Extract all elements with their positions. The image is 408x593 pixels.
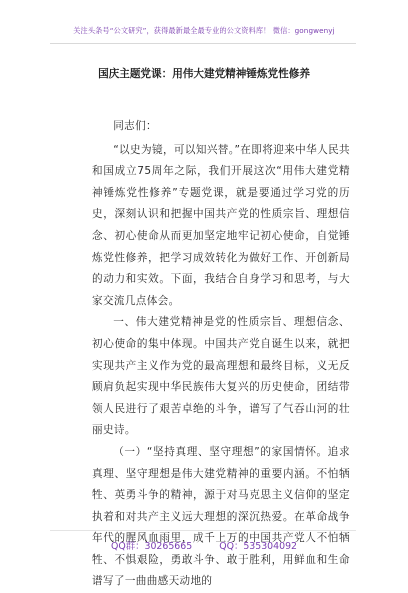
footer-qq-group: QQ群：30265665 [110, 541, 193, 552]
header-divider [50, 43, 356, 44]
page-footer [0, 538, 408, 552]
paragraph-1: “以史为镜，可以知兴替。”在即将迎来中华人民共和国成立75周年之际，我们开展这次“用伟大建党精神锤炼党性修养”专题党课，就是要通过学习党的历史，深刻认识和把握中国共产党的性质宗旨、理想信念、初心使命从而更加坚定地牢记初心使命，自觉锤炼党性修养，把学习成效转化为做好工作、开创新局的动力和实效。下面，我结合自身学习和思考，与大家交流几点体会。 [92, 143, 350, 307]
document-title: 国庆主题党课：用伟大建党精神锤炼党性修养 [98, 68, 310, 80]
footer-qq-contact: QQ：535304092 [219, 541, 298, 552]
salutation: 同志们： [113, 120, 157, 132]
page-header-promo: 关注头条号“公文研究”，获得最新最全最专业的公文资料库！ 微信：gongwenyj [73, 26, 335, 35]
paragraph-2: 一、伟大建党精神是党的性质宗旨、理想信念、初心使命的集中体现。中国共产党自诞生以来，就把实现共产主义作为党的最高理想和最终目标，义无反顾肩负起实现中华民族伟大复兴的历史使命，团结带领人民进行了艰苦卓绝的斗争，谱写了气吞山河的壮丽史诗。 [92, 316, 350, 437]
footer-divider [50, 530, 356, 531]
paragraph-3: （一）“坚持真理、坚守理想”的家国情怀。追求真理、坚守理想是伟大建党精神的重要内涵。不怕牺牲、英勇斗争的精神，源于对马克思主义信仰的坚定执着和对共产主义远大理想的深沉热爱。在革命战争年代的腥风血雨里，成千上万的中国共产党人不怕牺牲、不惧艰险，勇敢斗争、敢于胜利，用鲜血和生命谱写了一曲曲感天动地的 [92, 445, 350, 588]
document-body [92, 116, 350, 593]
